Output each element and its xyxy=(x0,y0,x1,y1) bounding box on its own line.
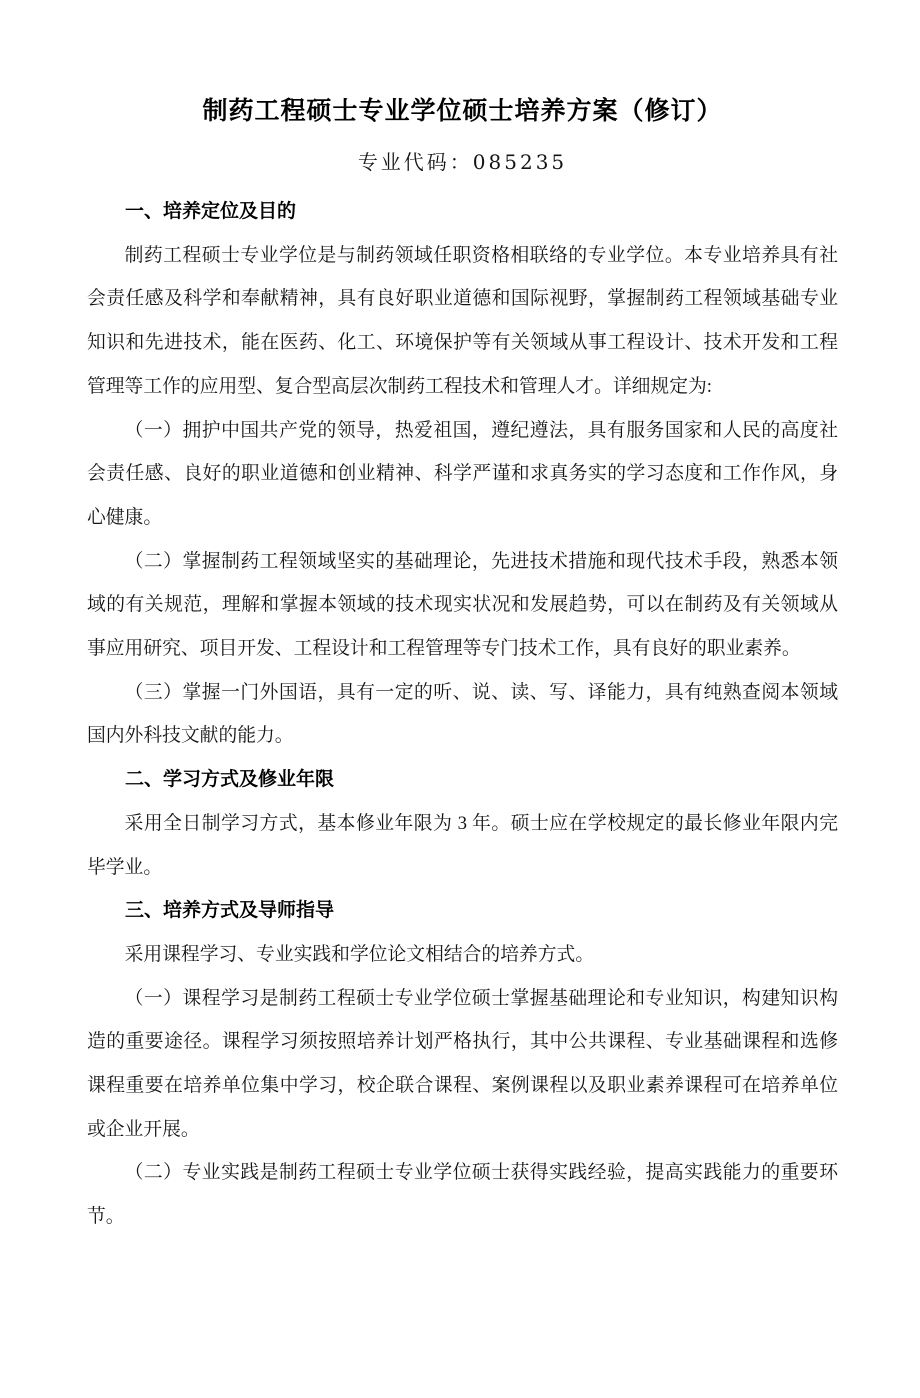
document-page xyxy=(0,96,920,1398)
section-heading-training-orientation: 一、培养定位及目的 xyxy=(125,201,297,222)
paragraph: 采用全日制学习方式，基本修业年限为 3 年。硕士应在学校规定的最长修业年限内完毕学业。 xyxy=(87,812,838,878)
major-code-line: 专业代码：085235 xyxy=(357,150,568,174)
section-heading-training-method-supervision: 三、培养方式及导师指导 xyxy=(125,900,335,922)
paragraph: 制药工程硕士专业学位是与制药领域任职资格相联络的专业学位。本专业培养具有社会责任感及科学和奉献精神，具有良好职业道德和国际视野，掌握制药工程领域基础专业知识和先进技术，能在医药、化工、环境保护等有关领域从事工程设计、技术开发和工程管理等工作的应用型、复合型高层次制药工程技术和管理人才。详细规定为: xyxy=(87,244,838,397)
document-title: 制药工程硕士专业学位硕士培养方案（修订） xyxy=(202,97,723,125)
paragraph: （一）拥护中国共产党的领导，热爱祖国，遵纪遵法，具有服务国家和人民的高度社会责任感、良好的职业道德和创业精神、科学严谨和求真务实的学习态度和工作作风，身心健康。 xyxy=(87,419,838,528)
section-heading-study-mode-duration: 二、学习方式及修业年限 xyxy=(125,769,335,791)
paragraph: （二）掌握制药工程领域坚实的基础理论，先进技术措施和现代技术手段，熟悉本领域的有关规范，理解和掌握本领域的技术现实状况和发展趋势，可以在制药及有关领域从事应用研究、项目开发、工程设计和工程管理等专门技术工作，具有良好的职业素养。 xyxy=(87,550,838,660)
document-body xyxy=(87,190,838,1239)
paragraph: （一）课程学习是制药工程硕士专业学位硕士掌握基础理论和专业知识，构建知识构造的重要途径。课程学习须按照培养计划严格执行，其中公共课程、专业基础课程和选修课程重要在培养单位集中学习，校企联合课程、案例课程以及职业素养课程可在培养单位或企业开展。 xyxy=(87,987,838,1140)
paragraph: （二）专业实践是制药工程硕士专业学位硕士获得实践经验，提高实践能力的重要环节。 xyxy=(87,1162,838,1228)
document-content xyxy=(87,96,838,1239)
paragraph: （三）掌握一门外国语，具有一定的听、说、读、写、译能力，具有纯熟查阅本领域国内外科技文献的能力。 xyxy=(87,681,838,747)
paragraph: 采用课程学习、专业实践和学位论文相结合的培养方式。 xyxy=(124,943,595,965)
